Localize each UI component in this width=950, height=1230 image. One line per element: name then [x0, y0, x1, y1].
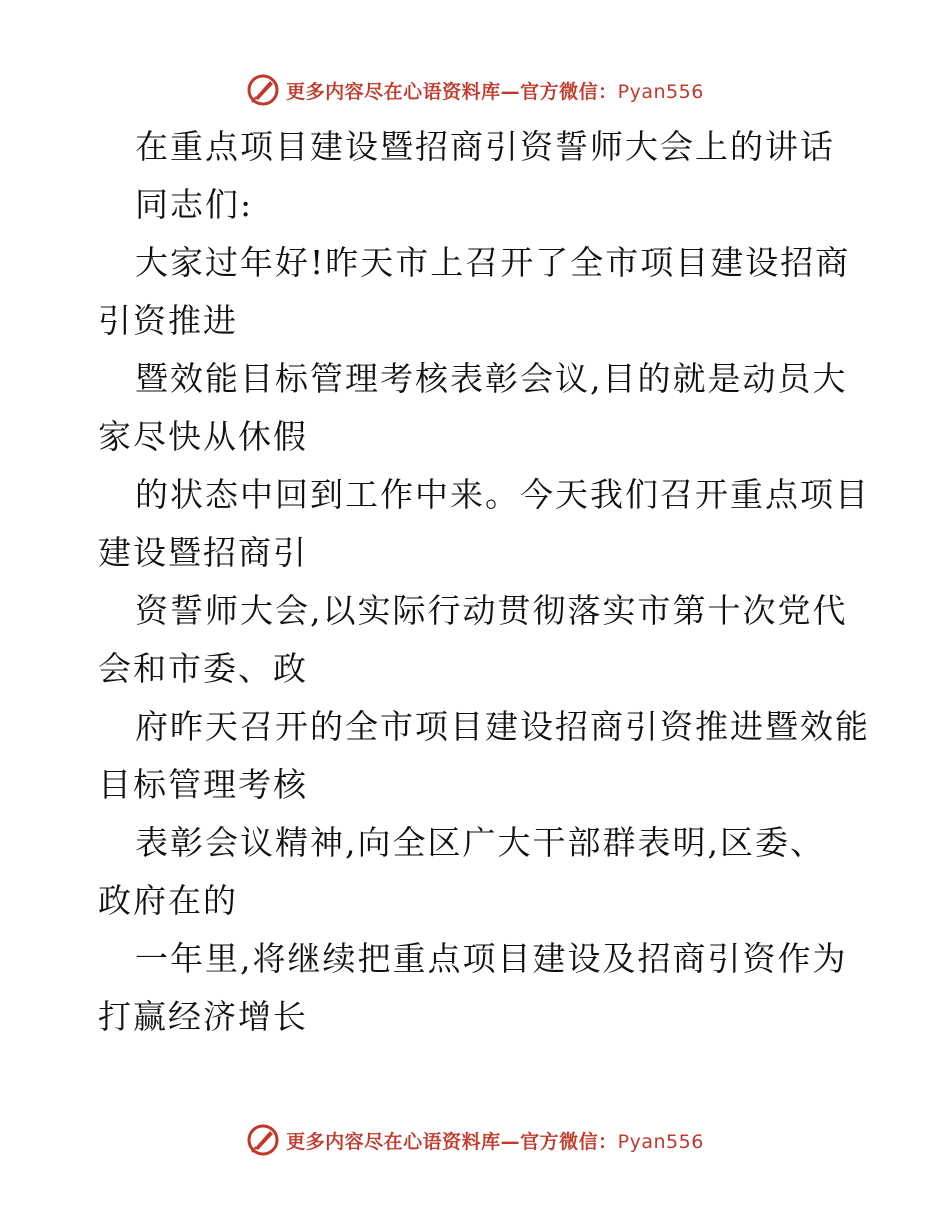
red-quill-circle-icon [246, 73, 280, 107]
paragraph-line: 的状态中回到工作中来。今天我们召开重点项目 [135, 475, 870, 514]
paragraph-line: 资誓师大会,以实际行动贯彻落实市第十次党代 [135, 591, 848, 630]
paragraph-line: 一年里,将继续把重点项目建设及招商引资作为 [135, 939, 848, 978]
greeting: 同志们: [135, 185, 254, 224]
paragraph-line: 家尽快从休假 [98, 417, 308, 456]
paragraph-line: 打赢经济增长 [98, 997, 308, 1036]
paragraph-line: 府昨天召开的全市项目建设招商引资推进暨效能 [135, 707, 870, 746]
document-body [98, 118, 870, 1046]
watermark-text: 更多内容尽在心语资料库—官方微信：Pyan556 [286, 1130, 704, 1153]
wechat-id: Pyan556 [617, 80, 704, 103]
document-title: 在重点项目建设暨招商引资誓师大会上的讲话 [135, 127, 835, 166]
paragraph-line: 目标管理考核 [98, 765, 308, 804]
paragraph-line: 暨效能目标管理考核表彰会议,目的就是动员大 [135, 359, 848, 398]
paragraph-line: 政府在的 [98, 881, 238, 920]
wechat-id: Pyan556 [617, 1130, 704, 1153]
paragraph-line: 会和市委、政 [98, 649, 308, 688]
paragraph-line: 表彰会议精神,向全区广大干部群表明,区委、 [135, 823, 825, 862]
paragraph-line: 大家过年好!昨天市上召开了全市项目建设招商 [135, 243, 851, 282]
paragraph-line: 引资推进 [98, 301, 238, 340]
header-watermark [0, 70, 950, 110]
paragraph-line: 建设暨招商引 [98, 533, 308, 572]
watermark-text: 更多内容尽在心语资料库—官方微信：Pyan556 [286, 80, 704, 103]
red-quill-circle-icon [246, 1123, 280, 1157]
footer-watermark [0, 1120, 950, 1160]
